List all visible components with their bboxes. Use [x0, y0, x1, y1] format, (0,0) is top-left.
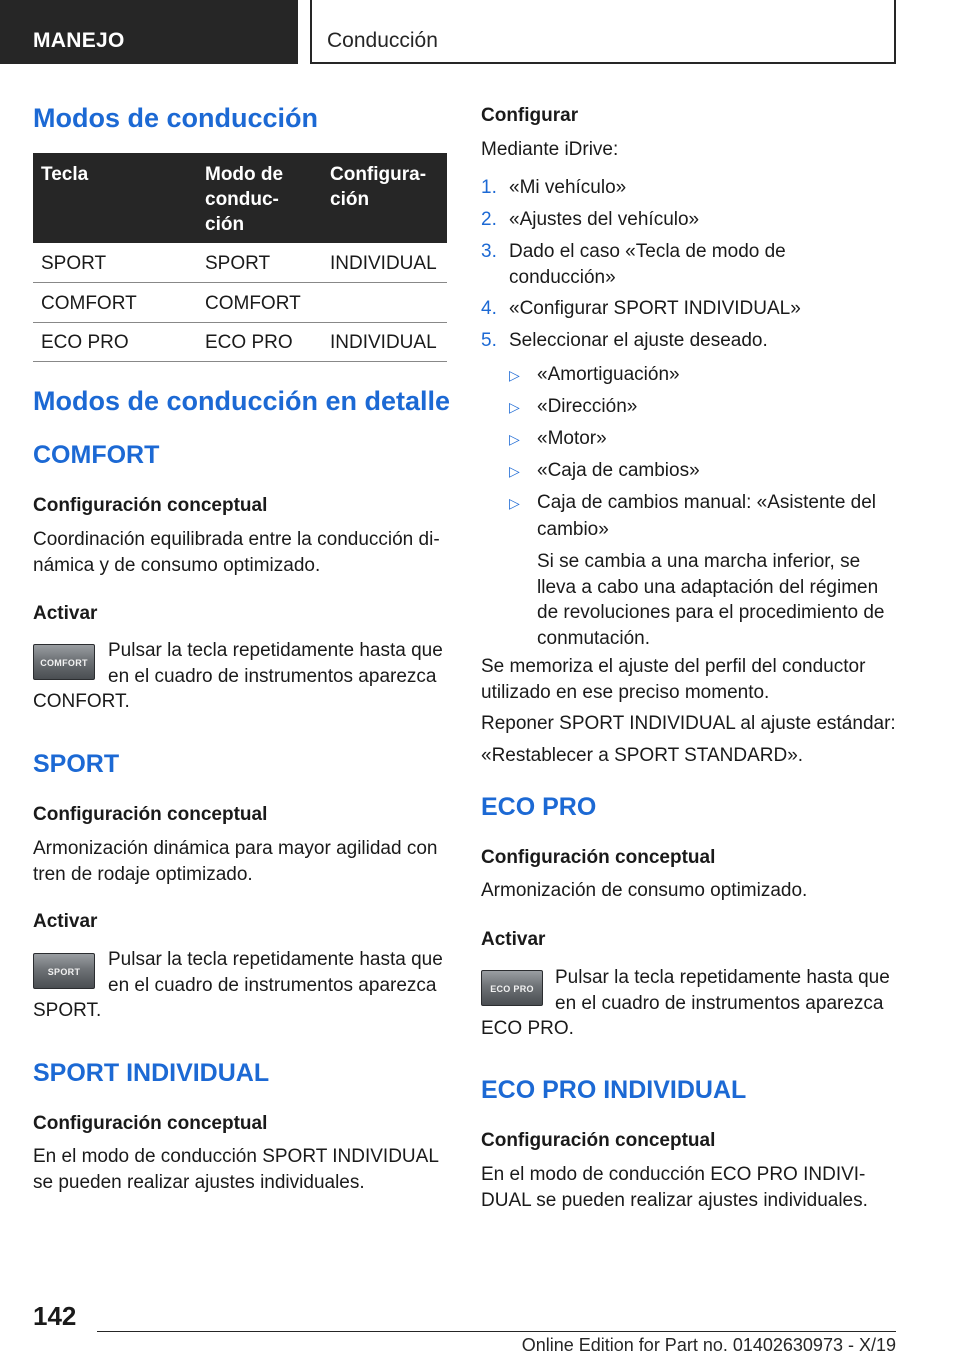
- configure-label: Configurar: [481, 105, 579, 126]
- reset-text: Reponer SPORT INDIVIDUAL al ajuste estándar:: [481, 713, 896, 734]
- table-cell: INDIVIDUAL: [330, 332, 437, 353]
- list-item: 4. «Configurar SPORT INDIVIDUAL»: [481, 298, 801, 319]
- eco-pro-activate-text-end: ECO PRO.: [481, 1018, 574, 1039]
- list-item: 1. «Mi vehículo»: [481, 177, 627, 198]
- list-item: ▷ Caja de cambios manual: «Asistente del cambio»: [509, 492, 877, 540]
- page-number: 142: [33, 1301, 77, 1331]
- triangle-bullet-icon: ▷: [509, 367, 520, 383]
- table-cell: COMFORT: [41, 293, 137, 314]
- table-row: [33, 322, 447, 362]
- triangle-bullet-icon: ▷: [509, 495, 520, 511]
- section-title-detail: Modos de conducción en detalle: [33, 386, 451, 416]
- substep-list: [509, 362, 885, 651]
- comfort-concept-text: Coordinación equilibrada entre la conducción di- námica y de consumo optimizado.: [33, 529, 440, 576]
- sport-individual-heading: SPORT INDIVIDUAL: [33, 1059, 270, 1087]
- list-item: 2. «Ajustes del vehículo»: [481, 209, 700, 230]
- table-header-modo: Modo de conduc- ción: [205, 164, 284, 235]
- triangle-bullet-icon: ▷: [509, 431, 520, 447]
- eco-pro-button-image: ECO PRO: [481, 970, 543, 1006]
- footer-rule: [97, 1331, 896, 1332]
- sport-button-image: SPORT: [33, 953, 95, 989]
- table-cell: SPORT: [41, 253, 107, 274]
- eco-pro-heading: ECO PRO: [481, 793, 597, 821]
- eco-pro-individual-heading: ECO PRO INDIVIDUAL: [481, 1076, 747, 1104]
- eco-pro-individual-concept-text: En el modo de conducción ECO PRO INDIVI- DUAL se pueden realizar ajustes individuales.: [481, 1164, 868, 1211]
- table-cell: SPORT: [205, 253, 271, 274]
- sport-individual-concept-label: Configuración conceptual: [33, 1113, 268, 1134]
- sport-concept-label: Configuración conceptual: [33, 804, 268, 825]
- table-cell: INDIVIDUAL: [330, 253, 437, 274]
- list-item: 5. Seleccionar el ajuste deseado.: [481, 330, 768, 351]
- eco-pro-concept-label: Configuración conceptual: [481, 847, 716, 868]
- step-list: [481, 175, 801, 360]
- list-item: ▷ «Caja de cambios»: [509, 458, 885, 490]
- sport-activate-text: Pulsar la tecla repetidamente hasta que en el cuadro de instrumentos aparezca: [108, 949, 443, 996]
- list-item: ▷ «Amortiguación»: [509, 362, 885, 394]
- table-cell: COMFORT: [205, 293, 301, 314]
- table-row: [33, 283, 447, 323]
- substep-note: Si se cambia a una marcha inferior, se lleva a cabo una adaptación del régimen de revoluciones para el procedimiento de conmutación.: [537, 551, 885, 649]
- sport-activate-label: Activar: [33, 911, 98, 932]
- triangle-bullet-icon: ▷: [509, 463, 520, 479]
- footer-edition: Online Edition for Part no. 01402630973 - X/19: [521, 1335, 896, 1355]
- comfort-activate-label: Activar: [33, 603, 98, 624]
- sport-activate-text-end: SPORT.: [33, 1000, 102, 1021]
- list-item: 3. Dado el caso «Tecla de modo de conducción»: [481, 241, 786, 288]
- eco-pro-individual-concept-label: Configuración conceptual: [481, 1130, 716, 1151]
- configure-via: Mediante iDrive:: [481, 139, 619, 160]
- memory-text: Se memoriza el ajuste del perfil del conductor utilizado en ese preciso momento.: [481, 656, 866, 703]
- comfort-activate-text-end: CONFORT.: [33, 691, 130, 712]
- table-row: [33, 243, 447, 283]
- reset-value: «Restablecer a SPORT STANDARD».: [481, 745, 804, 766]
- sport-concept-text: Armonización dinámica para mayor agilidad con tren de rodaje optimizado.: [33, 838, 438, 885]
- comfort-activate-text: Pulsar la tecla repetidamente hasta que en el cuadro de instrumentos aparezca: [108, 640, 443, 687]
- eco-pro-concept-text: Armonización de consumo optimizado.: [481, 880, 808, 901]
- list-item: ▷ «Dirección»: [509, 394, 885, 426]
- comfort-concept-label: Configuración conceptual: [33, 495, 268, 516]
- table-cell: ECO PRO: [205, 332, 293, 353]
- header-chapter-tab: Conducción: [310, 0, 896, 64]
- modes-table: [33, 153, 447, 243]
- list-item: ▷ «Motor»: [509, 426, 885, 458]
- comfort-heading: COMFORT: [33, 441, 160, 469]
- eco-pro-activate-text: Pulsar la tecla repetidamente hasta que en el cuadro de instrumentos aparezca: [555, 967, 890, 1014]
- eco-pro-activate-label: Activar: [481, 929, 546, 950]
- comfort-button-image: COMFORT: [33, 644, 95, 680]
- table-header-tecla: Tecla: [41, 164, 89, 185]
- section-title-modes: Modos de conducción: [33, 103, 319, 133]
- header-section-tab: MANEJO: [0, 0, 298, 64]
- table-cell: ECO PRO: [41, 332, 129, 353]
- table-header-configuracion: Configura- ción: [330, 164, 427, 210]
- sport-heading: SPORT: [33, 750, 120, 778]
- sport-individual-concept-text: En el modo de conducción SPORT INDIVIDUAL se pueden realizar ajustes individuales.: [33, 1146, 439, 1193]
- triangle-bullet-icon: ▷: [509, 399, 520, 415]
